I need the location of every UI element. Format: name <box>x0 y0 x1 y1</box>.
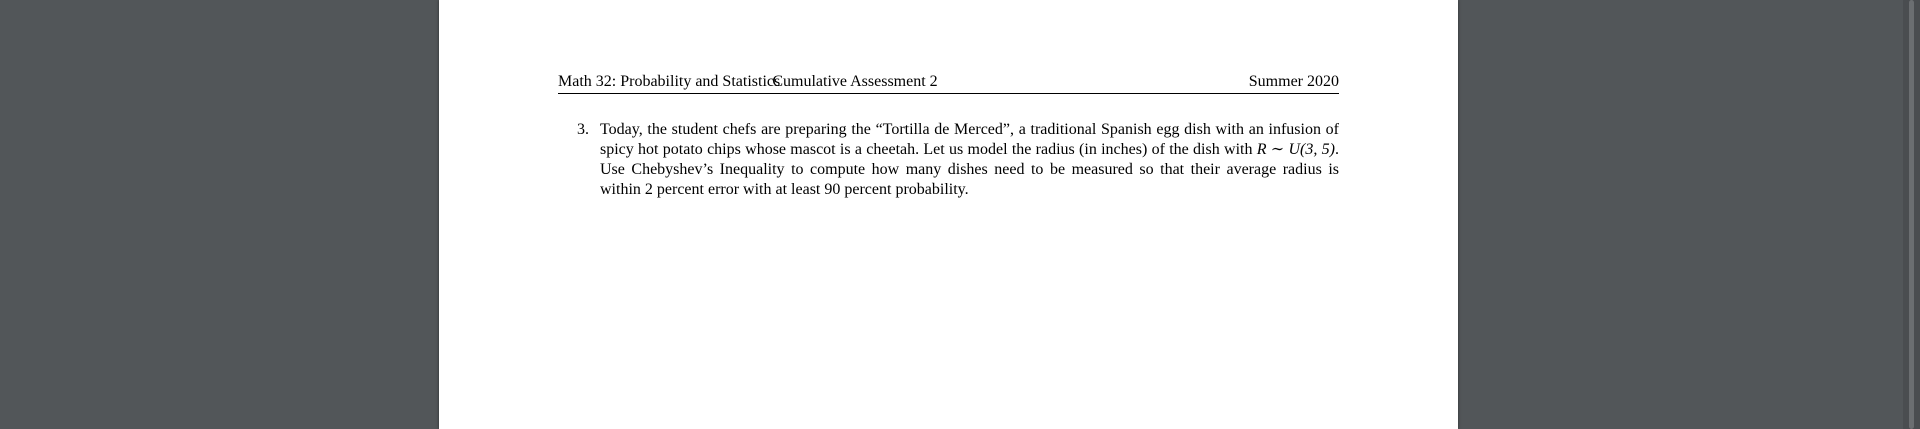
document-page <box>439 0 1458 429</box>
problem-number: 3. <box>577 121 589 138</box>
problem-text-part2: . Use Chebyshev’s Inequality to compute how many dishes need to be measured so that their average radius is within 2 percent error with at least 90 percent probability. <box>600 141 1340 198</box>
problem-text <box>600 120 1339 200</box>
page-header <box>558 73 1339 94</box>
assessment-title: Cumulative Assessment 2 <box>772 73 938 90</box>
scrollbar-thumb[interactable] <box>1909 0 1914 429</box>
problem-item <box>558 120 1339 200</box>
course-title: Math 32: Probability and Statistics <box>558 73 781 90</box>
problem-math: R ∼ U(3, 5) <box>1256 141 1336 158</box>
term-label: Summer 2020 <box>1248 73 1339 90</box>
vertical-scrollbar[interactable] <box>1903 0 1920 429</box>
problem-text-part1: Today, the student chefs are preparing the “Tortilla de Merced”, a traditional Spanish egg dish with an infusion of spicy hot potato chips whose mascot is a cheetah. Let us model the radius (in inches) of the dish with <box>600 121 1339 158</box>
